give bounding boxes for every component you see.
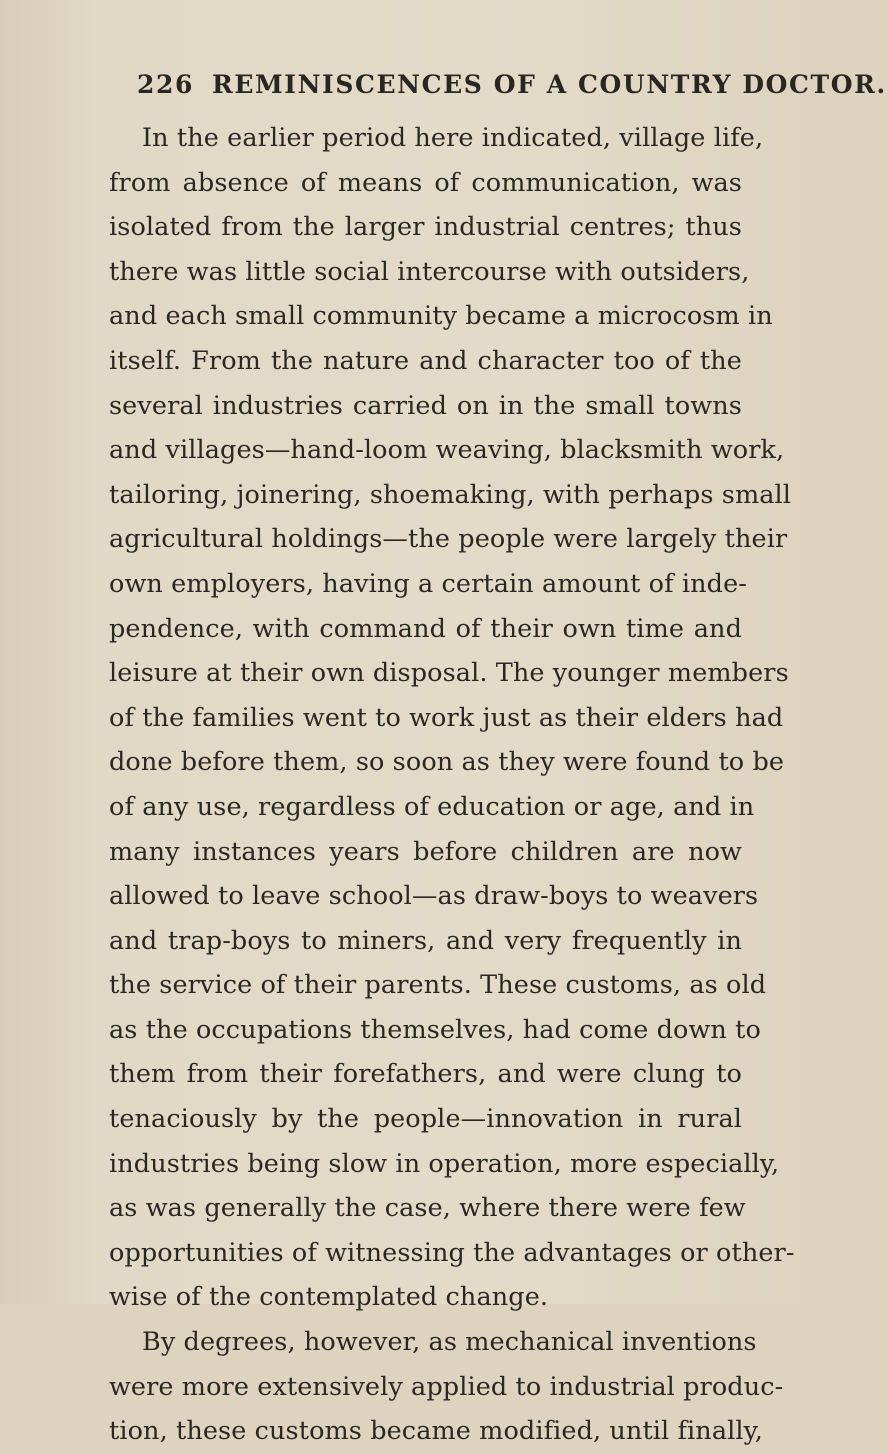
- body-text: [109, 116, 795, 1454]
- text-line: as the occupations themselves, had come down to: [109, 1014, 761, 1045]
- text-line: the service of their parents. These customs, as old: [109, 970, 767, 1001]
- text-line: itself. From the nature and character too of the: [109, 345, 742, 376]
- text-line: tenaciously by the people—innovation in rural: [109, 1104, 742, 1135]
- text-line: several industries carried on in the small towns: [109, 390, 742, 421]
- text-line: agricultural holdings—the people were largely their: [109, 524, 788, 555]
- text-line: them from their forefathers, and were clung to: [109, 1059, 742, 1090]
- running-title: REMINISCENCES OF A COUNTRY DOCTOR.: [212, 70, 887, 99]
- text-line: tailoring, joinering, shoemaking, with perhaps small: [109, 479, 792, 510]
- text-line: own employers, having a certain amount of inde-: [109, 568, 747, 599]
- page-number: 226: [137, 70, 194, 99]
- text-line: as was generally the case, where there were few: [109, 1193, 746, 1224]
- text-line: industries being slow in operation, more especially,: [109, 1148, 780, 1179]
- text-line: wise of the contemplated change.: [109, 1282, 549, 1313]
- text-line: In the earlier period here indicated, village life,: [142, 123, 764, 153]
- text-line: were more extensively applied to industrial produc-: [109, 1371, 784, 1402]
- text-line: many instances years before children are now: [109, 836, 742, 867]
- text-line: By degrees, however, as mechanical inventions: [142, 1327, 757, 1358]
- text-line: pendence, with command of their own time and: [109, 613, 742, 644]
- text-line: opportunities of witnessing the advantages or other-: [109, 1237, 795, 1268]
- text-line: isolated from the larger industrial centres; thus: [109, 212, 742, 243]
- text-line: and each small community became a microcosm in: [109, 301, 773, 332]
- text-line: from absence of means of communication, was: [109, 167, 742, 198]
- text-line: allowed to leave school—as draw-boys to weavers: [109, 881, 759, 912]
- text-line: there was little social intercourse with outsiders,: [109, 256, 750, 287]
- text-line: leisure at their own disposal. The younger members: [109, 658, 789, 689]
- text-line: of any use, regardless of education or age, and in: [109, 791, 755, 822]
- running-header: [137, 70, 887, 99]
- text-line: tion, these customs became modified, until finally,: [109, 1416, 763, 1447]
- text-line: done before them, so soon as they were found to be: [109, 747, 785, 778]
- text-line: and villages—hand-loom weaving, blacksmith work,: [109, 435, 785, 466]
- text-line: of the families went to work just as their elders had: [109, 702, 784, 733]
- text-line: and trap-boys to miners, and very frequently in: [109, 925, 742, 956]
